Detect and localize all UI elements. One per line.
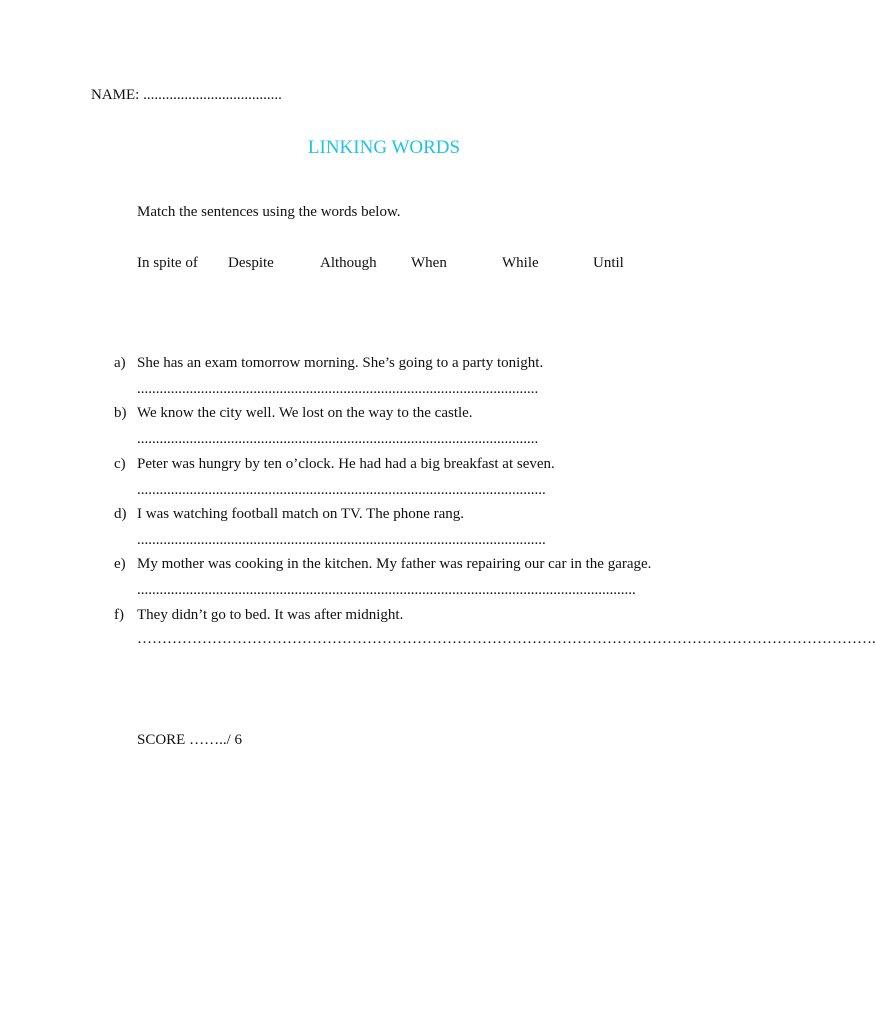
word-bank-item: Until xyxy=(593,255,624,271)
item-letter: c) xyxy=(114,456,126,472)
item-sentence: We know the city well. We lost on the way to the castle. xyxy=(137,405,473,421)
answer-blank: ............................................................................................................. xyxy=(137,532,546,548)
answer-blank: ........................................................................................................... xyxy=(137,381,539,397)
item-sentence: I was watching football match on TV. The phone rang. xyxy=(137,506,465,522)
item-letter: f) xyxy=(114,607,124,623)
word-bank-item: When xyxy=(411,255,447,271)
item-letter: a) xyxy=(114,355,126,371)
answer-blank: ..................................................................................................................................... xyxy=(137,582,636,598)
name-field-line: NAME: ..................................... xyxy=(91,87,282,103)
word-bank-item: Despite xyxy=(228,255,274,271)
item-sentence: My mother was cooking in the kitchen. My father was repairing our car in the garage. xyxy=(137,556,652,572)
item-letter: d) xyxy=(114,506,127,522)
item-letter: b) xyxy=(114,405,127,421)
word-bank-item: Although xyxy=(320,255,377,271)
answer-blank: …………………………………………………………………………………………………………………………………. xyxy=(137,631,876,647)
item-sentence: They didn’t go to bed. It was after midnight. xyxy=(137,607,404,623)
answer-blank: ............................................................................................................. xyxy=(137,482,546,498)
item-sentence: Peter was hungry by ten o’clock. He had had a big breakfast at seven. xyxy=(137,456,555,472)
instruction-text: Match the sentences using the words below. xyxy=(137,204,401,220)
score-line: SCORE ……../ 6 xyxy=(137,732,243,748)
answer-blank: ........................................................................................................... xyxy=(137,431,539,447)
word-bank-item: In spite of xyxy=(137,255,198,271)
item-sentence: She has an exam tomorrow morning. She’s going to a party tonight. xyxy=(137,355,544,371)
item-letter: e) xyxy=(114,556,126,572)
word-bank-item: While xyxy=(502,255,539,271)
page-title: LINKING WORDS xyxy=(307,137,461,158)
